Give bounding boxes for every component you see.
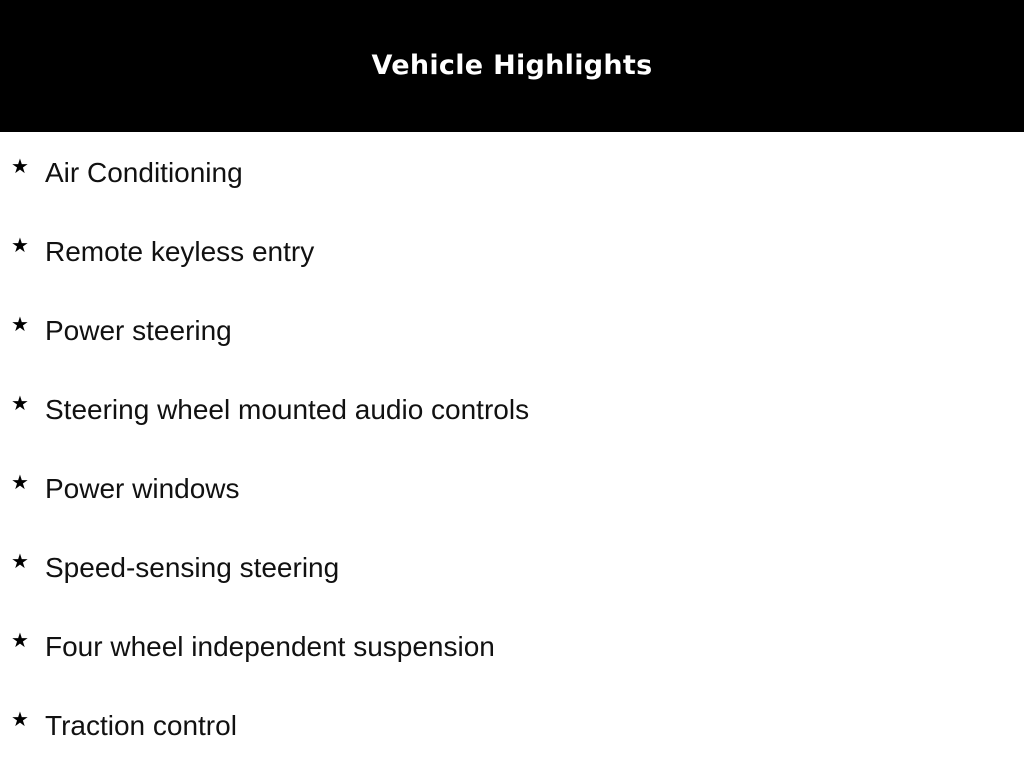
- highlight-label: Power windows: [45, 473, 240, 504]
- star-icon: ★: [11, 707, 29, 731]
- star-icon: ★: [11, 312, 29, 336]
- highlight-label: Remote keyless entry: [45, 236, 315, 267]
- highlight-label: Power steering: [45, 315, 232, 346]
- star-icon: ★: [11, 470, 29, 494]
- page-title: Vehicle Highlights: [371, 49, 653, 81]
- highlight-label: Air Conditioning: [45, 157, 243, 188]
- highlight-label: Four wheel independent suspension: [45, 631, 495, 662]
- highlight-label: Steering wheel mounted audio controls: [45, 394, 530, 425]
- star-icon: ★: [11, 154, 29, 178]
- star-icon: ★: [11, 628, 29, 652]
- star-icon: ★: [11, 233, 29, 257]
- highlight-label: Speed-sensing steering: [45, 552, 340, 583]
- star-icon: ★: [11, 549, 29, 573]
- header-banner: [0, 0, 1024, 132]
- highlight-label: Traction control: [45, 710, 237, 741]
- star-icon: ★: [11, 391, 29, 415]
